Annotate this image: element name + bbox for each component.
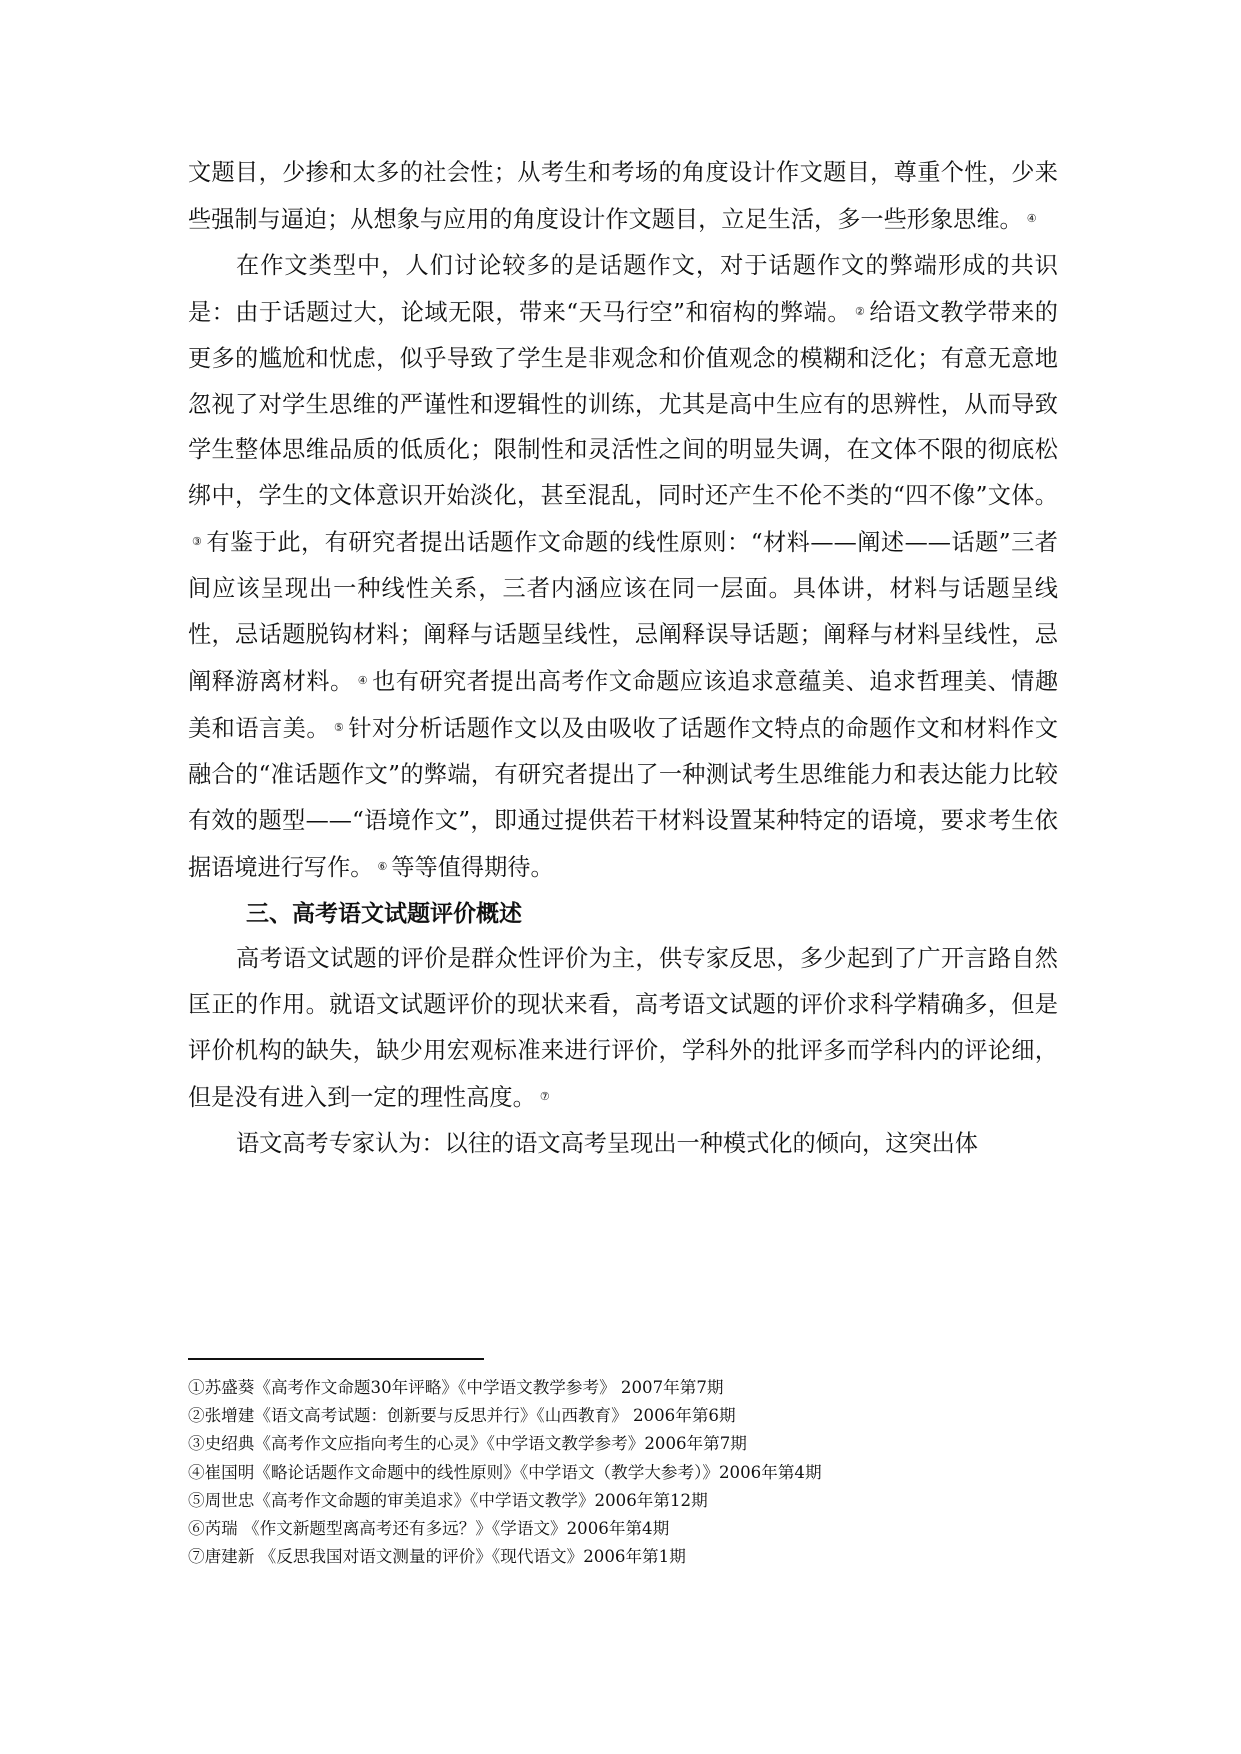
paragraph-text: 针对分析话题作文以及由吸收了话题作文特点的命题作文和材料作文融合的“准话题作文”的弊端，有研究者提出了一种测试考生思维能力和表达能力比较有效的题型——“语境作文”，即通过提供若干材料设置某种特定的语境，要求考生依据语境进行写作。: [188, 714, 1059, 881]
footnote: ②张增建《语文高考试题：创新要与反思并行》《山西教育》 2006年第6期: [188, 1406, 736, 1426]
footnote: ⑤周世忠《高考作文命题的审美追求》《中学语文教学》2006年第12期: [188, 1490, 708, 1510]
section-heading: 三、高考语文试题评价概述: [246, 899, 522, 927]
footnote-ref: ⑥: [377, 859, 388, 873]
footnotes: [188, 1374, 1058, 1571]
footnote-ref: ④: [1026, 211, 1037, 225]
paragraph-text: 高考语文试题的评价是群众性评价为主，供专家反思，多少起到了广开言路自然匡正的作用。就语文试题评价的现状来看，高考语文试题的评价求科学精确多，但是评价机构的缺失，缺少用宏观标准来进行评价，学科外的批评多而学科内的评论细，但是没有进入到一定的理性高度。: [188, 945, 1058, 1112]
paragraph-text: 给语文教学带来的更多的尴尬和忧虑，似乎导致了学生是非观念和价值观念的模糊和泛化；有意无意地忽视了对学生思维的严谨性和逻辑性的训练，尤其是高中生应有的思辨性，从而导致学生整体思维品质的低质化；限制性和灵活性之间的明显失调，在文体不限的彻底松绑中，学生的文体意识开始淡化，甚至混乱，同时还产生不伦不类的“四不像”文体。: [188, 298, 1058, 510]
paragraph-text: 有鉴于此，有研究者提出话题作文命题的线性原则：“材料——阐述——话题”三者间应该呈现出一种线性关系，三者内涵应该在同一层面。具体讲，材料与话题呈线性，忌话题脱钩材料；阐释与话题呈线性，忌阐释误导话题；阐释与材料呈线性，忌阐释游离材料。: [188, 529, 1058, 695]
footnote-ref: ⑤: [334, 720, 345, 734]
footnote-separator: [188, 1358, 484, 1360]
paragraph-text: 文题目，少掺和太多的社会性；从考生和考场的角度设计作文题目，尊重个性，少来些强制与逼迫；从想象与应用的角度设计作文题目，立足生活，多一些形象思维。: [188, 159, 1058, 233]
paragraph-4: [188, 1121, 1058, 1167]
paragraph-text: 在作文类型中，人们讨论较多的是话题作文，对于话题作文的弊端形成的共识是：由于话题过大，论域无限，带来“天马行空”和宿构的弊端。: [188, 251, 1058, 326]
footnote: ①苏盛葵《高考作文命题30年评略》《中学语文教学参考》 2007年第7期: [188, 1378, 724, 1397]
paragraph-text: 也有研究者提出高考作文命题应该追求意蕴美、追求哲理美、情趣美和语言美。: [188, 667, 1059, 742]
footnote-ref: ③: [192, 535, 203, 549]
footnote: ⑦唐建新 《反思我国对语文测量的评价》《现代语文》2006年第1期: [188, 1547, 686, 1567]
footnote: ⑥芮瑞 《作文新题型离高考还有多远？》《学语文》2006年第4期: [188, 1519, 670, 1539]
footnote: ③史绍典《高考作文应指向考生的心灵》《中学语文教学参考》2006年第7期: [188, 1434, 747, 1454]
paragraph-2: [188, 243, 1058, 891]
paragraph-text: 语文高考专家认为：以往的语文高考呈现出一种模式化的倾向，这突出体: [236, 1130, 978, 1158]
paragraph-3: [188, 936, 1058, 1121]
paragraph-text: 等等值得期待。: [391, 853, 554, 881]
footnote-ref: ⑦: [539, 1090, 550, 1104]
paragraph-1: [188, 150, 1058, 243]
footnote: ④崔国明《略论话题作文命题中的线性原则》《中学语文（教学大参考）》2006年第4期: [188, 1462, 822, 1482]
footnote-ref: ②: [854, 304, 866, 318]
footnote-ref: ④: [357, 673, 369, 687]
body-text: [188, 150, 1058, 1167]
